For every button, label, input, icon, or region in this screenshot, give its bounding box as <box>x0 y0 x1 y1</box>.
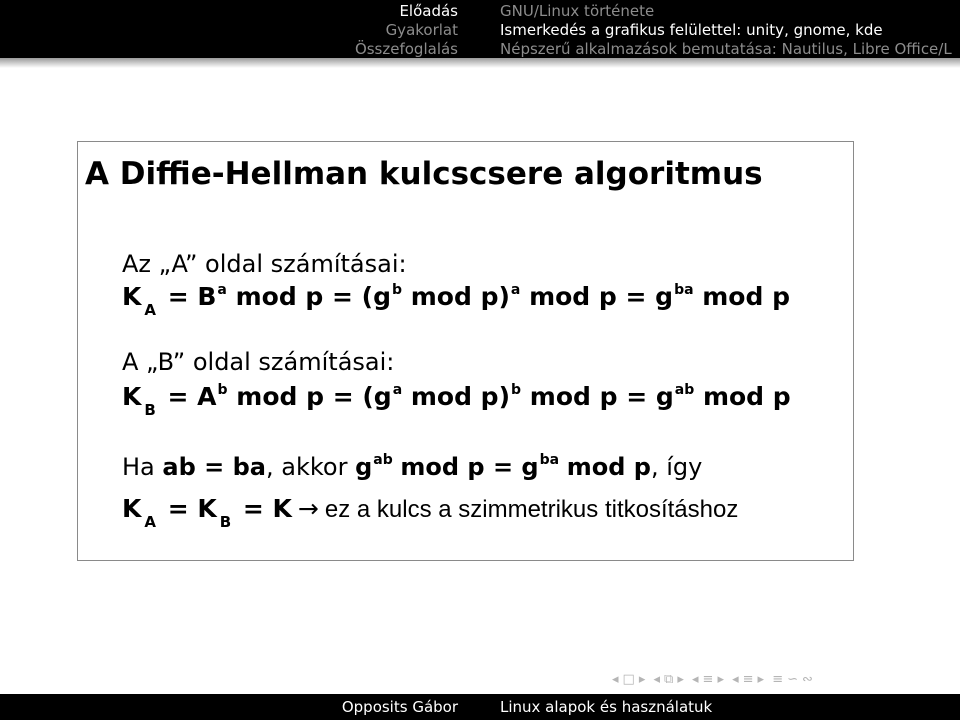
header-bar <box>0 0 960 58</box>
right-arrow-icon: → <box>297 494 319 523</box>
next-doc-icon[interactable]: ▸ <box>757 672 765 687</box>
section-icon[interactable]: ≡ <box>702 672 714 687</box>
final-key-line: K $_A$ = K $_B$ = K → ez a kulcs a szimmetrikus titkosításhoz <box>122 494 739 531</box>
next-frame-icon[interactable]: ▸ <box>638 672 646 687</box>
footer-author: Opposits Gábor <box>341 698 458 716</box>
subsection-grafikus-felulet[interactable]: Ismerkedés a grafikus felülettel: unity, gnome, kde <box>500 21 883 39</box>
section-eloadas[interactable]: Előadás <box>399 2 458 20</box>
subsection-nav <box>500 2 960 59</box>
section-osszefoglalas[interactable]: Összefoglalás <box>354 40 458 58</box>
frame-title: A Diffie-Hellman kulcscsere algoritmus <box>85 156 763 192</box>
subsection-nepszeru-alkalmazasok[interactable]: Népszerű alkalmazások bemutatása: Nautilus, Libre Office/L <box>500 40 952 58</box>
block-a-equation: K $_A = B^a$ mod $p = (g^b$ mod p)$^a$ mod $p = g^{ba}$ mod p <box>122 282 790 319</box>
navigation-symbols <box>612 672 817 692</box>
prev-section-icon[interactable]: ◂ <box>692 672 699 687</box>
next-subsection-icon[interactable]: ▸ <box>677 672 684 687</box>
subsection-linux-tortenete[interactable]: GNU/Linux története <box>500 2 655 20</box>
search-forward-icon[interactable]: ∾ <box>802 672 813 687</box>
block-b-heading: A „B” oldal számításai: <box>122 348 395 376</box>
block-b-equation: K $_B = A^b$ mod $p = (g^a$ mod p)$^b$ mod $p = g^{ab}$ mod p <box>122 382 791 419</box>
prev-subsection-icon[interactable]: ◂ <box>653 672 661 687</box>
section-nav <box>0 2 462 59</box>
doc-icon[interactable]: ≡ <box>742 672 754 687</box>
slide-frame <box>77 141 854 561</box>
prev-doc-icon[interactable]: ◂ <box>732 672 739 687</box>
search-back-icon[interactable]: ∽ <box>787 672 799 687</box>
prev-frame-icon[interactable]: ◂ <box>612 672 619 687</box>
block-a-heading: Az „A” oldal számításai: <box>122 250 407 278</box>
conclusion-line: Ha ab = ba, akkor $g^{ab}$ mod $p = g^{ba}$ mod p, így <box>122 452 703 481</box>
next-section-icon[interactable]: ▸ <box>717 672 724 687</box>
align-icon[interactable]: ≡ <box>772 672 784 687</box>
footer-bar <box>0 694 960 720</box>
header-shadow <box>0 58 960 68</box>
frame-icon[interactable]: □ <box>622 672 635 687</box>
subsection-icon[interactable]: ⧉ <box>664 672 674 687</box>
section-gyakorlat[interactable]: Gyakorlat <box>385 21 458 39</box>
footer-title: Linux alapok és használatuk <box>500 698 713 716</box>
